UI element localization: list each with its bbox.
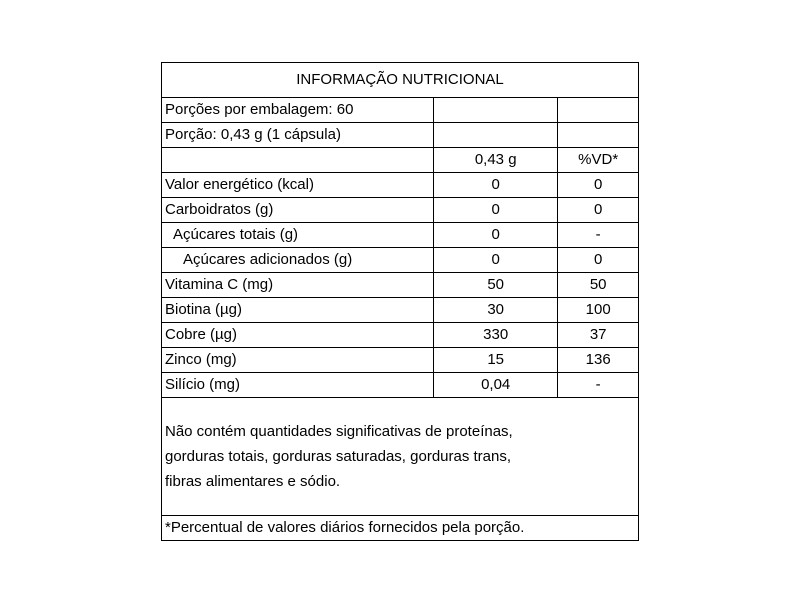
nutrient-vd: 0 [558, 198, 638, 223]
nutrient-vd: - [558, 373, 638, 398]
nutrient-vd: 100 [558, 298, 638, 323]
nutrient-vd: 0 [558, 248, 638, 273]
nutrient-amount: 0 [434, 173, 558, 198]
nutrient-amount: 50 [434, 273, 558, 298]
table-row [162, 248, 638, 273]
nutrient-label: Cobre (µg) [162, 323, 434, 348]
column-header-row [162, 148, 638, 173]
nutrient-amount: 0 [434, 248, 558, 273]
nutrient-label: Carboidratos (g) [162, 198, 434, 223]
disclaimer-line: Não contém quantidades significativas de proteínas, [165, 423, 513, 440]
nutrient-amount: 330 [434, 323, 558, 348]
nutrient-amount: 0 [434, 223, 558, 248]
table-row [162, 173, 638, 198]
serving-size: Porção: 0,43 g (1 cápsula) [162, 123, 434, 148]
nutrition-facts-panel [161, 62, 639, 541]
panel-title: INFORMAÇÃO NUTRICIONAL [162, 63, 638, 98]
nutrient-disclaimer [162, 398, 638, 516]
header-vd: %VD* [558, 148, 638, 173]
serving-size-row [162, 123, 638, 148]
nutrient-label: Silício (mg) [162, 373, 434, 398]
nutrient-vd: 50 [558, 273, 638, 298]
nutrient-amount: 30 [434, 298, 558, 323]
nutrient-label: Valor energético (kcal) [162, 173, 434, 198]
servings-per-package: Porções por embalagem: 60 [162, 98, 434, 123]
header-amount: 0,43 g [434, 148, 558, 173]
nutrient-label: Açúcares adicionados (g) [162, 248, 434, 273]
nutrient-vd: 37 [558, 323, 638, 348]
nutrition-table [162, 98, 638, 397]
header-label [162, 148, 434, 173]
nutrient-amount: 15 [434, 348, 558, 373]
nutrient-label: Açúcares totais (g) [162, 223, 434, 248]
nutrient-label: Biotina (µg) [162, 298, 434, 323]
nutrient-vd: 0 [558, 173, 638, 198]
nutrient-label: Zinco (mg) [162, 348, 434, 373]
nutrient-label: Vitamina C (mg) [162, 273, 434, 298]
nutrient-amount: 0,04 [434, 373, 558, 398]
servings-row [162, 98, 638, 123]
table-row [162, 298, 638, 323]
nutrient-vd: - [558, 223, 638, 248]
nutrient-vd: 136 [558, 348, 638, 373]
table-row [162, 223, 638, 248]
disclaimer-line: gorduras totais, gorduras saturadas, gorduras trans, [165, 448, 512, 465]
table-row [162, 348, 638, 373]
nutrient-amount: 0 [434, 198, 558, 223]
table-row [162, 198, 638, 223]
table-row [162, 273, 638, 298]
disclaimer-line: fibras alimentares e sódio. [165, 473, 341, 490]
table-row [162, 323, 638, 348]
daily-value-footnote: *Percentual de valores diários fornecidos pela porção. [165, 519, 525, 536]
table-row [162, 373, 638, 398]
